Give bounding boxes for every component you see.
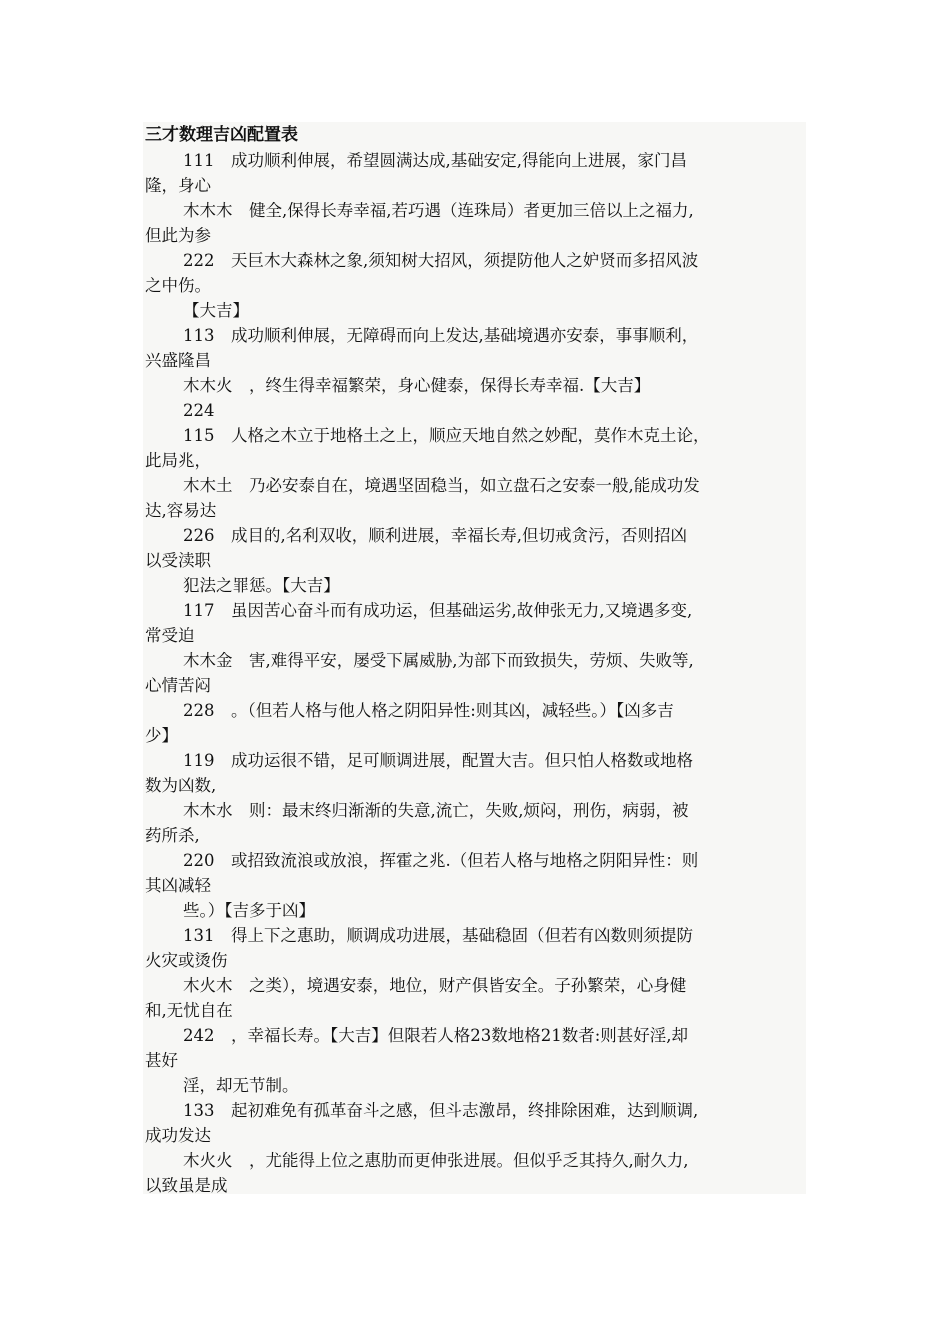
text-line: 228 。（但若人格与他人格之阴阳异性:则其凶，减轻些。）【凶多吉 — [183, 701, 674, 720]
text-line: 木木水 则：最末终归渐渐的失意,流亡，失败,烦闷，刑伤，病弱，被 — [183, 801, 689, 820]
text-line: 224 — [183, 401, 215, 420]
text-line: 药所杀, — [145, 826, 200, 845]
text-line: 以受渎职 — [145, 551, 211, 570]
text-line: 数为凶数, — [145, 776, 217, 795]
text-line: 木木金 害,难得平安，屡受下属威胁,为部下而致损失，劳烦、失败等, — [183, 651, 694, 670]
text-line: 133 起初难免有孤革奋斗之感，但斗志激昂，终排除困难，达到顺调, — [183, 1101, 699, 1120]
text-line: 115 人格之木立于地格土之上，顺应天地自然之妙配，莫作木克土论， — [183, 426, 710, 445]
text-line: 成功发达 — [145, 1126, 211, 1145]
text-line: 226 成目的,名利双收，顺利进展，幸福长寿,但切戒贪污，否则招凶 — [183, 526, 687, 545]
text-line: 之中伤。 — [145, 276, 211, 295]
text-line: 131 得上下之惠助，顺调成功进展，基础稳固（但若有凶数则须提防 — [183, 926, 693, 945]
text-line: 火灾或烫伤 — [145, 951, 228, 970]
text-line: 木木土 乃必安泰自在，境遇坚固稳当，如立盘石之安泰一般,能成功发 — [183, 476, 700, 495]
text-line: 此局兆， — [145, 451, 211, 470]
text-line: 111 成功顺利伸展，希望圆满达成,基础安定,得能向上进展，家门昌 — [183, 151, 687, 170]
text-line: 木火木 之类），境遇安泰，地位，财产俱皆安全。子孙繁荣，心身健 — [183, 976, 687, 995]
text-line: 甚好 — [145, 1051, 178, 1070]
text-line: 222 天巨木大森林之象,须知树大招风，须提防他人之妒贤而多招风波 — [183, 251, 699, 270]
text-line: 隆，身心 — [145, 176, 211, 195]
text-line: 220 或招致流浪或放浪，挥霍之兆.（但若人格与地格之阴阳异性：则 — [183, 851, 699, 870]
text-line: 少】 — [145, 726, 178, 745]
text-line: 但此为参 — [145, 226, 211, 245]
text-line: 【大吉】 — [183, 301, 249, 320]
text-line: 木火火 ，尤能得上位之惠肋而更伸张进展。但似乎乏其持久,耐久力, — [183, 1151, 689, 1170]
text-line: 119 成功运很不错，足可顺调进展，配置大吉。但只怕人格数或地格 — [183, 751, 693, 770]
text-line: 242 ，幸福长寿。【大吉】但限若人格23数地格21数者:则甚好淫,却 — [183, 1026, 689, 1045]
text-line: 兴盛隆昌 — [145, 351, 211, 370]
text-line: 木木木 健全,保得长寿幸福,若巧遇（连珠局）者更加三倍以上之福力, — [183, 201, 694, 220]
text-line: 其凶减轻 — [145, 876, 211, 895]
text-line: 木木火 ，终生得幸福繁荣，身心健泰，保得长寿幸福.【大吉】 — [183, 376, 651, 395]
text-line: 117 虽因苦心奋斗而有成功运，但基础运劣,故伸张无力,又境遇多变, — [183, 601, 693, 620]
text-line: 些。）【吉多于凶】 — [183, 901, 315, 920]
text-line: 以致虽是成 — [145, 1176, 228, 1195]
document-body — [145, 148, 807, 1198]
text-line: 和,无忧自在 — [145, 1001, 233, 1020]
text-line: 犯法之罪惩。【大吉】 — [183, 576, 340, 595]
text-line: 淫，却无节制。 — [183, 1076, 299, 1095]
text-line: 心情苦闷 — [145, 676, 211, 695]
document-title: 三才数理吉凶配置表 — [145, 125, 298, 145]
text-line: 达,容易达 — [145, 501, 217, 520]
text-line: 常受迫 — [145, 626, 195, 645]
document-page — [143, 122, 806, 1194]
text-line: 113 成功顺利伸展，无障碍而向上发达,基础境遇亦安泰，事事顺利， — [183, 326, 699, 345]
